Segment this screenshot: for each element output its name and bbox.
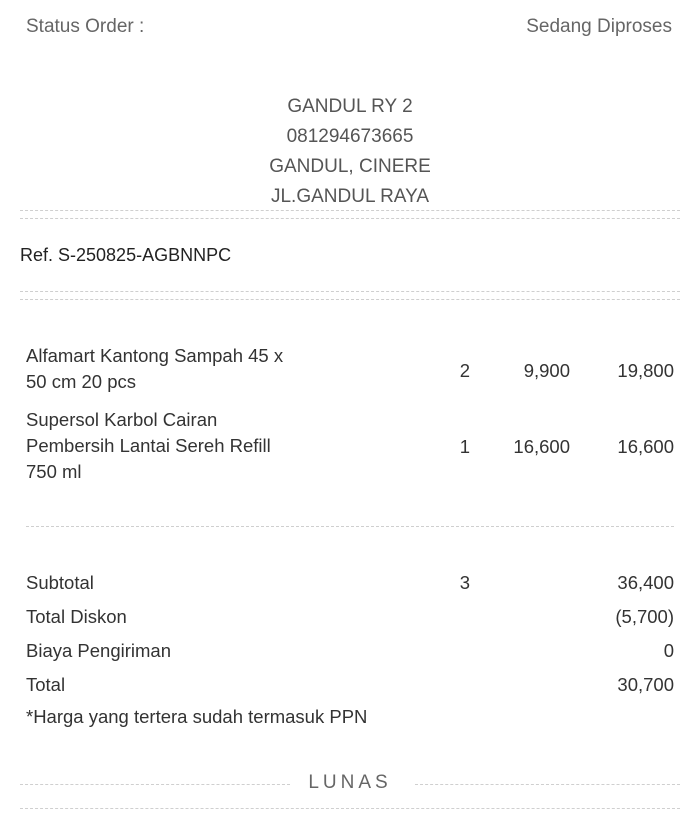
discount-label: Total Diskon (26, 606, 127, 627)
list-item-name (26, 343, 326, 395)
shipping-label: Biaya Pengiriman (26, 640, 171, 661)
discount-value: (5,700) (615, 606, 674, 627)
item-name-line: Pembersih Lantai Sereh Refill (26, 435, 271, 456)
status-order-label: Status Order : (26, 16, 145, 37)
tax-note: *Harga yang tertera sudah termasuk PPN (26, 706, 368, 727)
divider (415, 784, 680, 785)
store-phone: 081294673665 (286, 126, 414, 147)
total-value: 30,700 (617, 674, 674, 695)
divider (20, 291, 680, 292)
store-name: GANDUL RY 2 (287, 96, 413, 117)
item-name-line: Alfamart Kantong Sampah 45 x (26, 345, 284, 366)
list-item-name (26, 407, 326, 485)
store-area: GANDUL, CINERE (269, 156, 431, 177)
item-price: 9,900 (523, 360, 570, 381)
status-order-value: Sedang Diproses (526, 16, 672, 37)
item-name-line: 750 ml (26, 461, 82, 482)
divider (20, 218, 680, 219)
item-total: 16,600 (617, 436, 674, 457)
divider (26, 526, 674, 527)
order-reference: Ref. S-250825-AGBNNPC (20, 245, 232, 265)
item-name-line: Supersol Karbol Cairan (26, 409, 218, 430)
divider (20, 808, 680, 809)
store-street: JL.GANDUL RAYA (270, 186, 430, 207)
item-price: 16,600 (513, 436, 570, 457)
total-label: Total (26, 674, 66, 695)
payment-status: LUNAS (308, 772, 392, 793)
shipping-value: 0 (663, 640, 674, 661)
item-total: 19,800 (617, 360, 674, 381)
item-qty: 2 (459, 360, 470, 381)
item-qty: 1 (459, 436, 470, 457)
subtotal-qty: 3 (459, 572, 470, 593)
item-name-line: 50 cm 20 pcs (26, 371, 137, 392)
subtotal-label: Subtotal (26, 572, 94, 593)
subtotal-value: 36,400 (617, 572, 674, 593)
store-info (0, 92, 700, 212)
divider (20, 299, 680, 300)
divider (20, 210, 680, 211)
